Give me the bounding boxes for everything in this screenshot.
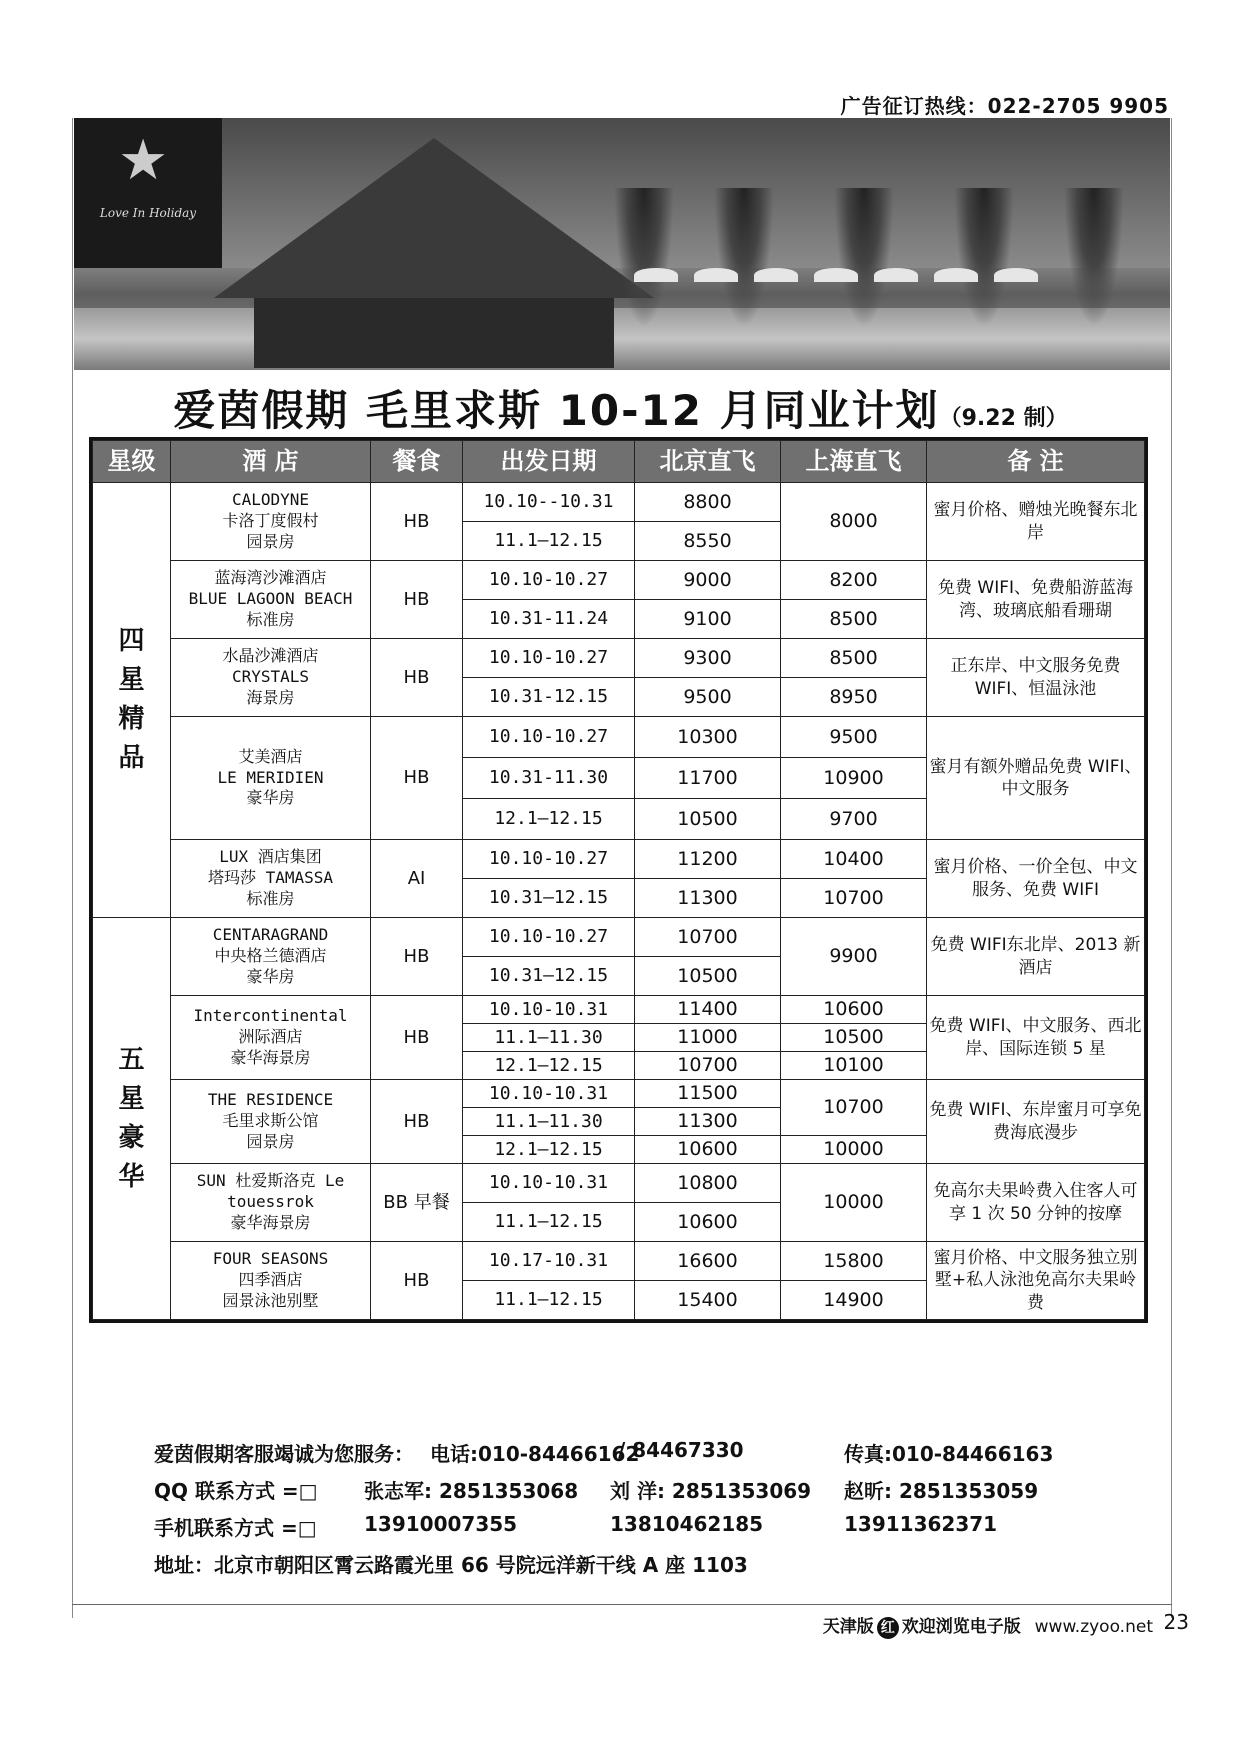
beijing-price-cell: 10800 [635, 1164, 781, 1203]
meal-cell: HB [371, 1242, 463, 1320]
qq-1: 张志军: 2851353068 [364, 1479, 579, 1503]
beijing-price-cell: 9300 [635, 639, 781, 678]
shanghai-price-cell: 9500 [781, 717, 927, 758]
hotel-name-cell [171, 1242, 371, 1320]
date-cell: 12.1—12.15 [463, 1052, 635, 1080]
red-badge-icon: 红 [877, 1617, 899, 1639]
hotel-name-line: 艾美酒店 [238, 746, 303, 766]
meal-cell: HB [371, 561, 463, 639]
hotel-name-cell [171, 1164, 371, 1242]
beijing-price-cell: 11300 [635, 879, 781, 918]
beijing-price-cell: 9100 [635, 600, 781, 639]
qq-3: 赵昕: 2851353059 [844, 1479, 1039, 1503]
date-cell: 10.10-10.27 [463, 918, 635, 957]
star-level-char: 精 [118, 704, 145, 734]
date-cell: 10.10-10.27 [463, 639, 635, 678]
hotel-name-cell [171, 483, 371, 561]
beijing-price-cell: 11300 [635, 1108, 781, 1136]
beijing-price-cell: 11700 [635, 758, 781, 799]
hotel-name-line: Intercontinental [193, 1006, 348, 1026]
hotel-name-line: 水晶沙滩酒店 [222, 646, 319, 666]
date-cell: 10.10-10.31 [463, 996, 635, 1024]
shanghai-price-cell: 10600 [781, 996, 927, 1024]
mobile-1: 13910007355 [364, 1512, 518, 1536]
star-level-char: 星 [118, 1083, 145, 1114]
date-cell: 10.31—12.15 [463, 879, 635, 918]
table-header-row [93, 441, 1145, 483]
hotel-name-line: 中央格兰德酒店 [214, 946, 327, 966]
hotel-name-cell [171, 918, 371, 996]
page-title [0, 378, 1241, 438]
date-cell: 10.10-10.27 [463, 840, 635, 879]
title-sub: （9.22 制） [939, 406, 1068, 431]
hotel-name-line: 园景房 [246, 1131, 295, 1151]
shanghai-price-cell: 10100 [781, 1052, 927, 1080]
star-level-char: 品 [118, 743, 145, 773]
hotel-name-line: 园景泳池别墅 [222, 1290, 319, 1310]
hotel-name-line: 毛里求斯公馆 [222, 1111, 319, 1131]
shanghai-price-cell: 8500 [781, 600, 927, 639]
hotel-name-line: BLUE LAGOON BEACH [188, 589, 353, 609]
col-beijing: 北京直飞 [635, 441, 781, 483]
shanghai-price-cell: 9900 [781, 918, 927, 996]
beijing-price-cell: 10600 [635, 1136, 781, 1164]
shanghai-price-cell: 8000 [781, 483, 927, 561]
shanghai-price-cell: 10700 [781, 1080, 927, 1136]
star-level-cell [93, 483, 171, 918]
date-cell: 10.10--10.31 [463, 483, 635, 522]
note-cell: 蜜月有额外赠品免费 WIFI、中文服务 [927, 717, 1145, 840]
date-cell: 11.1—11.30 [463, 1024, 635, 1052]
date-cell: 11.1—11.30 [463, 1108, 635, 1136]
beijing-price-cell: 10500 [635, 799, 781, 840]
date-cell: 10.10-10.31 [463, 1080, 635, 1108]
table-row [93, 483, 1145, 522]
note-cell: 蜜月价格、一价全包、中文服务、免费 WIFI [927, 840, 1145, 918]
hotel-name-line: 标准房 [246, 609, 295, 629]
note-cell: 免费 WIFI、中文服务、西北岸、国际连锁 5 星 [927, 996, 1145, 1080]
title-main: 爱茵假期 毛里求斯 10-12 月同业计划 [173, 386, 940, 435]
edition: 天津版 [822, 1617, 874, 1637]
qq-2: 刘 洋: 2851353069 [610, 1479, 812, 1503]
meal-cell: HB [371, 639, 463, 717]
shanghai-price-cell: 10500 [781, 1024, 927, 1052]
beijing-price-cell: 8800 [635, 483, 781, 522]
qq-label: QQ 联系方式 =□ [154, 1479, 318, 1503]
table-row [93, 1080, 1145, 1108]
col-date: 出发日期 [463, 441, 635, 483]
hotel-name-cell [171, 717, 371, 840]
meal-cell: HB [371, 918, 463, 996]
star-level-char: 豪 [118, 1122, 145, 1153]
note-cell: 蜜月价格、中文服务独立别墅+私人泳池免高尔夫果岭费 [927, 1242, 1145, 1320]
star-level-char: 华 [118, 1161, 145, 1192]
hotel-name-cell [171, 561, 371, 639]
meal-cell: HB [371, 717, 463, 840]
table-row [93, 561, 1145, 600]
hotel-name-line: 海景房 [246, 687, 295, 707]
shanghai-price-cell: 10000 [781, 1164, 927, 1242]
date-cell: 10.31-12.15 [463, 678, 635, 717]
hotel-name-line: CENTARAGRAND [212, 925, 329, 945]
shanghai-price-cell: 10700 [781, 879, 927, 918]
page-number: 23 [1163, 1610, 1189, 1634]
note-cell: 免费 WIFI、东岸蜜月可享免费海底漫步 [927, 1080, 1145, 1164]
hotel-name-line: 标准房 [246, 888, 295, 908]
date-cell: 12.1—12.15 [463, 799, 635, 840]
brand-logo: ★ Love In Holiday [74, 118, 222, 268]
note-cell: 蜜月价格、赠烛光晚餐东北岸 [927, 483, 1145, 561]
phone2: / 84467330 [618, 1438, 744, 1462]
beijing-price-cell: 10500 [635, 957, 781, 996]
beijing-price-cell: 8550 [635, 522, 781, 561]
beijing-price-cell: 11400 [635, 996, 781, 1024]
col-meal: 餐食 [371, 441, 463, 483]
hotel-name-line: 洲际酒店 [238, 1027, 303, 1047]
beijing-price-cell: 10600 [635, 1203, 781, 1242]
hotel-name-line: CALODYNE [231, 490, 310, 510]
beijing-price-cell: 11500 [635, 1080, 781, 1108]
mobile-label: 手机联系方式 =□ [154, 1516, 317, 1540]
shanghai-price-cell: 10400 [781, 840, 927, 879]
fax: 传真:010-84466163 [844, 1442, 1054, 1466]
beijing-price-cell: 9500 [635, 678, 781, 717]
beijing-price-cell: 10300 [635, 717, 781, 758]
star-level-cell [93, 918, 171, 1320]
table-row [93, 717, 1145, 758]
date-cell: 10.31-11.30 [463, 758, 635, 799]
date-cell: 11.1—12.15 [463, 522, 635, 561]
date-cell: 11.1—12.15 [463, 1203, 635, 1242]
hotel-name-line: 塔玛莎 TAMASSA [207, 868, 334, 888]
hotel-name-line: 蓝海湾沙滩酒店 [214, 568, 327, 588]
star-icon: ★ [118, 128, 169, 193]
note-cell: 免费 WIFI、免费船游蓝海湾、玻璃底船看珊瑚 [927, 561, 1145, 639]
meal-cell: HB [371, 996, 463, 1080]
hotel-name-line: 园景房 [246, 531, 295, 551]
note-cell: 正东岸、中文服务免费 WIFI、恒温泳池 [927, 639, 1145, 717]
shanghai-price-cell: 8500 [781, 639, 927, 678]
date-cell: 10.10-10.31 [463, 1164, 635, 1203]
hotel-name-cell [171, 840, 371, 918]
date-cell: 11.1—12.15 [463, 1281, 635, 1320]
table-row [93, 918, 1145, 957]
price-table [92, 440, 1145, 1320]
meal-cell: BB 早餐 [371, 1164, 463, 1242]
table-row [93, 639, 1145, 678]
date-cell: 10.10-10.27 [463, 561, 635, 600]
footer-text [823, 1612, 1153, 1639]
hotel-name-line: 豪华海景房 [230, 1212, 311, 1232]
table-row [93, 1242, 1145, 1281]
date-cell: 10.31-11.24 [463, 600, 635, 639]
col-shanghai: 上海直飞 [781, 441, 927, 483]
col-hotel: 酒 店 [171, 441, 371, 483]
beijing-price-cell: 9000 [635, 561, 781, 600]
ad-hotline: 广告征订热线：022-2705 9905 [840, 94, 1169, 118]
beijing-price-cell: 11000 [635, 1024, 781, 1052]
star-level-char: 四 [118, 626, 145, 656]
footer-slogan: 欢迎浏览电子版 [901, 1617, 1021, 1637]
shanghai-price-cell: 8200 [781, 561, 927, 600]
hotel-name-line: touessrok [227, 1192, 314, 1212]
date-cell: 10.31—12.15 [463, 957, 635, 996]
note-cell: 免高尔夫果岭费入住客人可享 1 次 50 分钟的按摩 [927, 1164, 1145, 1242]
phone: 电话:010-84466162 [430, 1442, 640, 1466]
hotel-name-line: 豪华海景房 [230, 1047, 311, 1067]
shanghai-price-cell: 10000 [781, 1136, 927, 1164]
footer-rule [72, 1604, 1172, 1605]
shanghai-price-cell: 10900 [781, 758, 927, 799]
hotel-name-line: THE RESIDENCE [207, 1090, 334, 1110]
col-star: 星级 [93, 441, 171, 483]
hotel-name-cell [171, 996, 371, 1080]
meal-cell: HB [371, 483, 463, 561]
hero-photo [74, 118, 1170, 370]
table-row [93, 840, 1145, 879]
meal-cell: AI [371, 840, 463, 918]
beijing-price-cell: 16600 [635, 1242, 781, 1281]
shanghai-price-cell: 9700 [781, 799, 927, 840]
date-cell: 10.17-10.31 [463, 1242, 635, 1281]
footer-url[interactable]: www.zyoo.net [1034, 1617, 1153, 1637]
shanghai-price-cell: 8950 [781, 678, 927, 717]
meal-cell: HB [371, 1080, 463, 1164]
hotel-name-line: LE MERIDIEN [217, 767, 324, 787]
beijing-price-cell: 10700 [635, 918, 781, 957]
hotel-name-line: 豪华房 [246, 966, 295, 986]
hotel-name-line: 四季酒店 [238, 1270, 303, 1290]
hotel-name-cell [171, 639, 371, 717]
contact-block [154, 1438, 1154, 1586]
hotel-name-line: FOUR SEASONS [212, 1249, 329, 1269]
service-text: 爱茵假期客服竭诚为您服务： [154, 1442, 414, 1466]
table-row [93, 996, 1145, 1024]
note-cell: 免费 WIFI东北岸、2013 新酒店 [927, 918, 1145, 996]
date-cell: 12.1—12.15 [463, 1136, 635, 1164]
table-row [93, 1164, 1145, 1203]
table-body [93, 483, 1145, 1320]
hotel-name-cell [171, 1080, 371, 1164]
beijing-price-cell: 15400 [635, 1281, 781, 1320]
shanghai-price-cell: 14900 [781, 1281, 927, 1320]
beijing-price-cell: 10700 [635, 1052, 781, 1080]
address: 地址：北京市朝阳区霄云路霞光里 66 号院远洋新干线 A 座 1103 [154, 1553, 748, 1577]
beijing-price-cell: 11200 [635, 840, 781, 879]
star-level-char: 星 [118, 665, 145, 695]
col-note: 备 注 [927, 441, 1145, 483]
mobile-2: 13810462185 [610, 1512, 764, 1536]
shanghai-price-cell: 15800 [781, 1242, 927, 1281]
hotel-name-line: CRYSTALS [231, 667, 310, 687]
star-level-char: 五 [118, 1044, 145, 1075]
hotel-name-line: 豪华房 [246, 788, 295, 808]
hotel-name-line: 卡洛丁度假村 [222, 511, 319, 531]
hotel-name-line: LUX 酒店集团 [219, 847, 322, 867]
mobile-3: 13911362371 [844, 1512, 998, 1536]
hotel-name-line: SUN 杜爱斯洛克 Le [196, 1171, 345, 1191]
date-cell: 10.10-10.27 [463, 717, 635, 758]
